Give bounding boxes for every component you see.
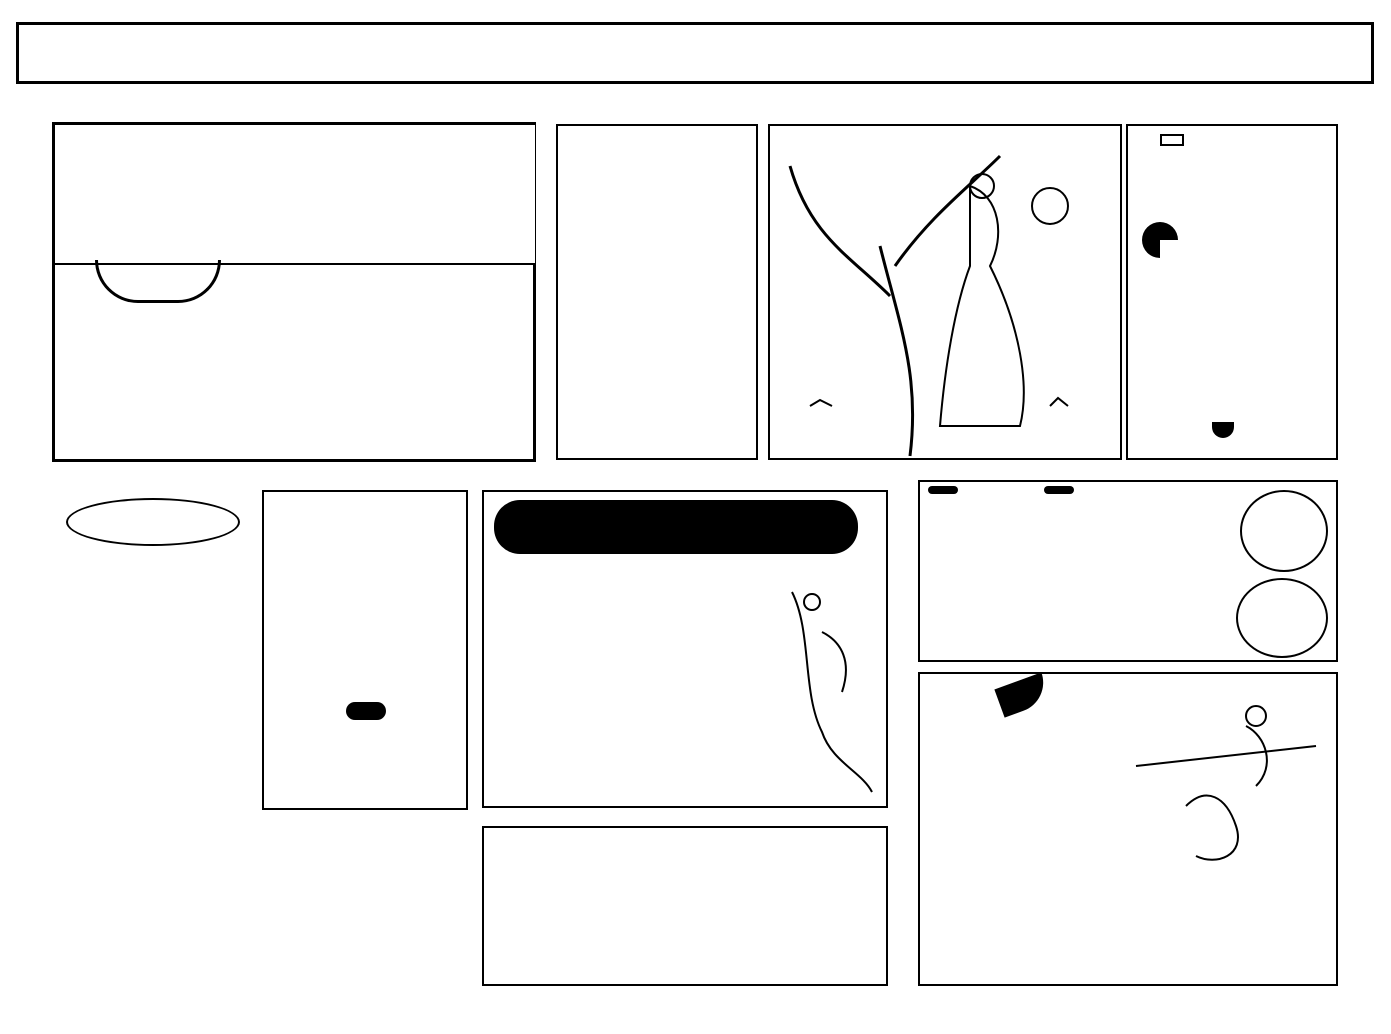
stats-badge-2a (1044, 486, 1074, 494)
special-title (66, 498, 240, 546)
brush-icon (994, 672, 1051, 717)
wong-title (494, 500, 858, 554)
stats-badge-1a (928, 486, 958, 494)
interpretation-box (918, 672, 1338, 986)
stats-number-circle-2 (1236, 578, 1328, 658)
stats-box (918, 480, 1338, 662)
mark-six-strip-top (20, 92, 1370, 116)
masthead-panel (52, 122, 536, 462)
eight-immortals-box (482, 826, 888, 986)
results-table-panel (44, 820, 468, 990)
stats-badge-2 (1044, 486, 1078, 494)
masthead-logo-fragment (95, 260, 221, 303)
stats-number-circle-1 (1240, 490, 1328, 572)
fierce-tips-box (262, 490, 468, 810)
mark-six-strip-right (1346, 120, 1368, 1000)
search-map-title (1160, 134, 1184, 146)
lucky-title (575, 144, 743, 168)
ox-icon (346, 702, 386, 720)
bowl-icon (1212, 422, 1234, 438)
warrior-illustration (1126, 686, 1334, 872)
tree-lady-illustration (768, 124, 1122, 460)
wong-text (502, 584, 762, 806)
mark-six-strip-left (24, 120, 46, 1000)
wong-tai-sin-box (482, 490, 888, 808)
search-map-box (1126, 124, 1338, 460)
masthead-blank (55, 125, 535, 265)
immortal-illustration (772, 572, 882, 802)
tree-lady-drawing (770, 126, 1120, 458)
lucky-numbers-box (556, 124, 758, 460)
header-frame (16, 22, 1374, 84)
eight-row (502, 876, 882, 982)
special-number-box (52, 480, 252, 810)
stats-badge-1 (928, 486, 962, 494)
pie-icon (1142, 222, 1178, 258)
